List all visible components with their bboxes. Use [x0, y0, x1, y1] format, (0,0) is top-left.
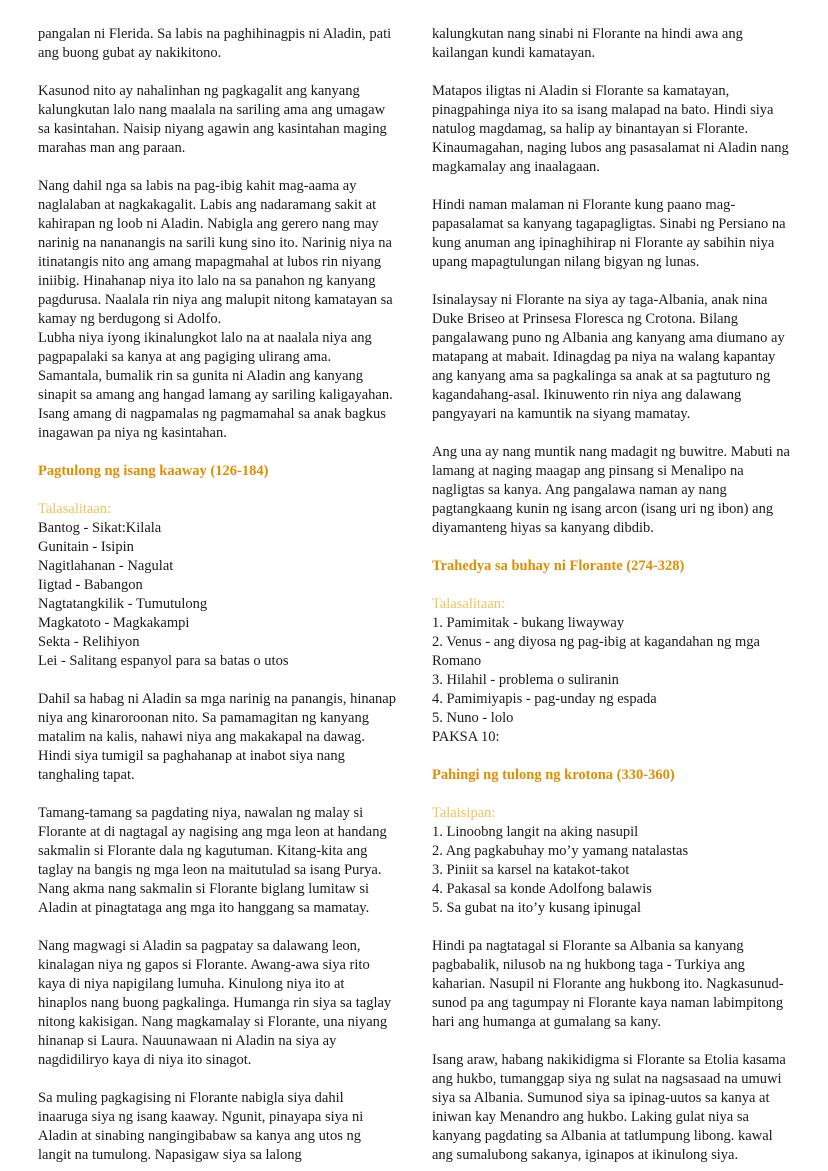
two-column-layout: [38, 25, 790, 1165]
paragraph: kalungkutan nang sinabi ni Florante na hindi awa ang kailangan kundi kamatayan.: [432, 26, 743, 61]
paragraph: Ang una ay nang muntik nang madagit ng buwitre. Mabuti na lamang at naging maagap ang pinsang si Menalipo na nagligtas sa kanya. Ang pangalawa naman ay nang pagtangkaang kunin ng isang arcon (isang uri ng ibon) ang diyamanteng hiyas sa kanyang dibdib.: [432, 444, 790, 536]
vocab-line: 2. Venus - ang diyosa ng pag-ibig at kagandahan ng mga Romano: [432, 634, 760, 669]
paragraph: Nang magwagi si Aladin sa pagpatay sa dalawang leon, kinalagan niya ng gapos si Florante. Awang-awa siya rito kaya di niya napigilang lumuha. Kinulong niya ito at hinaplos nang buong pagkalinga. Humanga rin siya sa taglay nitong kakisigan. Nang magkamalay si Florante, una niyang hinanap si Laura. Nauunawaan ni Aladin na siya ay nagdidiliryo kaya di niya ito sinagot.: [38, 938, 392, 1068]
vocab-line: Lei - Salitang espanyol para sa batas o utos: [38, 653, 289, 669]
vocab-label: Talasalitaan:: [38, 501, 112, 517]
paragraph: Kasunod nito ay nahalinhan ng pagkagalit ang kanyang kalungkutan lalo nang maalala na sariling ama ang umagaw sa kasintahan. Naisip niyang agawin ang kasintahan maging marahas man ang paraan.: [38, 83, 387, 156]
section-heading: Pahingi ng tulong ng krotona (330-360): [432, 767, 675, 783]
paragraph: Lubha niya iyong ikinalungkot lalo na at naalala niya ang pagpapalaki sa kanya at ang pagiging ulirang ama. Samantala, bumalik rin sa gunita ni Aladin ang kanyang sinapit sa amang ang hangad lamang ay sariling kaligayahan. Isang amang di nagpamalas ng pagmamahal sa anak bagkus inagawan pa niya ng kasintahan.: [38, 330, 393, 441]
paragraph: Isinalaysay ni Florante na siya ay taga-Albania, anak nina Duke Briseo at Prinsesa Floresca ng Crotona. Bilang pangalawang puno ng Albania ang kanyang ama diumano ay matapang at mabait. Idinagdag pa niya na walang kapantay ang kanyang ama sa pagkalinga sa anak at sa pagtuturo ng kagandahang-asal. Ikinuwento rin niya ang dalawang pangyayari na kamuntik na siyang mamatay.: [432, 292, 785, 422]
vocab-line: Nagitlahanan - Nagulat: [38, 558, 174, 574]
vocab-label: Talaisipan:: [432, 805, 496, 821]
vocab-line: Bantog - Sikat:Kilala: [38, 520, 162, 536]
paragraph: Nang dahil nga sa labis na pag-ibig kahit mag-aama ay naglalaban at nagkakagalit. Labis ang nadaramang sakit at kahirapan ng loob ni Aladin. Nabigla ang gerero nang may narinig na nananangis na sarili kung sino ito. Narinig niya na itinatangis nito ang amang mapagmahal at lubos rin niyang iniibig. Hinahanap niya ito lalo na sa panahon ng kanyang pagdurusa. Naalala rin niya ang malupit nitong kamatayan sa kamay ng berdugong si Adolfo.: [38, 178, 393, 327]
section-heading: Pagtulong ng isang kaaway (126-184): [38, 463, 269, 479]
vocab-line: Sekta - Relihiyon: [38, 634, 140, 650]
paragraph: Hindi pa nagtatagal si Florante sa Albania sa kanyang pagbabalik, nilusob na ng hukbong taga - Turkiya ang kaharian. Nasupil ni Florante ang hukbong ito. Nagkasunud-sunod pa ang tagumpay ni Florante kaya naman labimpitong hari ang humanga at gumalang sa kany.: [432, 938, 784, 1030]
vocab-line: 1. Linoobng langit na aking nasupil: [432, 824, 639, 840]
section-heading: Trahedya sa buhay ni Florante (274-328): [432, 558, 685, 574]
vocab-line: Gunitain - Isipin: [38, 539, 134, 555]
vocab-line: PAKSA 10:: [432, 729, 500, 745]
vocab-line: 5. Nuno - lolo: [432, 710, 514, 726]
vocab-label: Talasalitaan:: [432, 596, 506, 612]
vocab-line: 4. Pakasal sa konde Adolfong balawis: [432, 881, 652, 897]
vocab-line: Iigtad - Babangon: [38, 577, 143, 593]
paragraph: Sa muling pagkagising ni Florante nabigla siya dahil inaaruga siya ng isang kaaway. Ngunit, pinayapa siya ni Aladin at sinabing nangingibabaw sa kanya ang utos ng langit na tumulong. Napasigaw siya sa lalong: [38, 1090, 364, 1163]
vocab-line: 1. Pamimitak - bukang liwayway: [432, 615, 625, 631]
paragraph: Hindi naman malaman ni Florante kung paano mag-papasalamat sa kanyang tagapagligtas. Sinabi ng Persiano na kung anuman ang ipinaghihirap ni Florante ay sabihin niya upang mapagtulungan nilang bigyan ng lunas.: [432, 197, 786, 270]
column-right: [432, 25, 790, 1165]
vocab-line: Magkatoto - Magkakampi: [38, 615, 190, 631]
vocab-line: 3. Hilahil - problema o suliranin: [432, 672, 619, 688]
paragraph: Dahil sa habag ni Aladin sa mga narinig na panangis, hinanap niya ang kinaroroonan nito. Sa pamamagitan ng kanyang matalim na kalis, nahawi niya ang makakapal na dawag. Hindi siya tumigil sa paghahanap at inabot siya nang tanghaling tapat.: [38, 691, 396, 783]
column-left: [38, 25, 396, 1165]
vocab-line: Nagtatangkilik - Tumutulong: [38, 596, 208, 612]
paragraph: Isang araw, habang nakikidigma si Florante sa Etolia kasama ang hukbo, tumanggap siya ng sulat na nagsasaad na umuwi siya sa Albania. Sumunod siya sa ipinag-uutos sa kanya at iniwan kay Menandro ang hukbo. Laking gulat niya sa kanyang pagdating sa Albania at tatlumpung libong. kawal ang sumalubong sakanya, iginapos at ikinulong siya.: [432, 1052, 786, 1163]
vocab-line: 3. Piniit sa karsel na katakot-takot: [432, 862, 630, 878]
vocab-line: 5. Sa gubat na ito’y kusang ipinugal: [432, 900, 642, 916]
vocab-line: 4. Pamimiyapis - pag-unday ng espada: [432, 691, 657, 707]
paragraph: Matapos iligtas ni Aladin si Florante sa kamatayan, pinagpahinga niya ito sa isang malapad na bato. Hindi siya natulog magdamag, sa halip ay binantayan si Florante. Kinaumagahan, naging lubos ang pasasalamat ni Aladin nang magkamalay ang inaalagaan.: [432, 83, 789, 175]
vocab-line: 2. Ang pagkabuhay mo’y yamang natalastas: [432, 843, 689, 859]
paragraph: Tamang-tamang sa pagdating niya, nawalan ng malay si Florante at di nagtagal ay nagising ang mga leon at handang sakmalin si Florante dala ng kagutuman. Kitang-kita ang taglay na bangis ng mga leon na maitutulad sa isang Purya. Nang akma nang sakmalin si Florante biglang lumitaw si Aladin at pinagtataga ang mga ito hanggang sa mamatay.: [38, 805, 387, 916]
paragraph: pangalan ni Flerida. Sa labis na paghihinagpis ni Aladin, pati ang buong gubat ay nakikitono.: [38, 26, 392, 61]
